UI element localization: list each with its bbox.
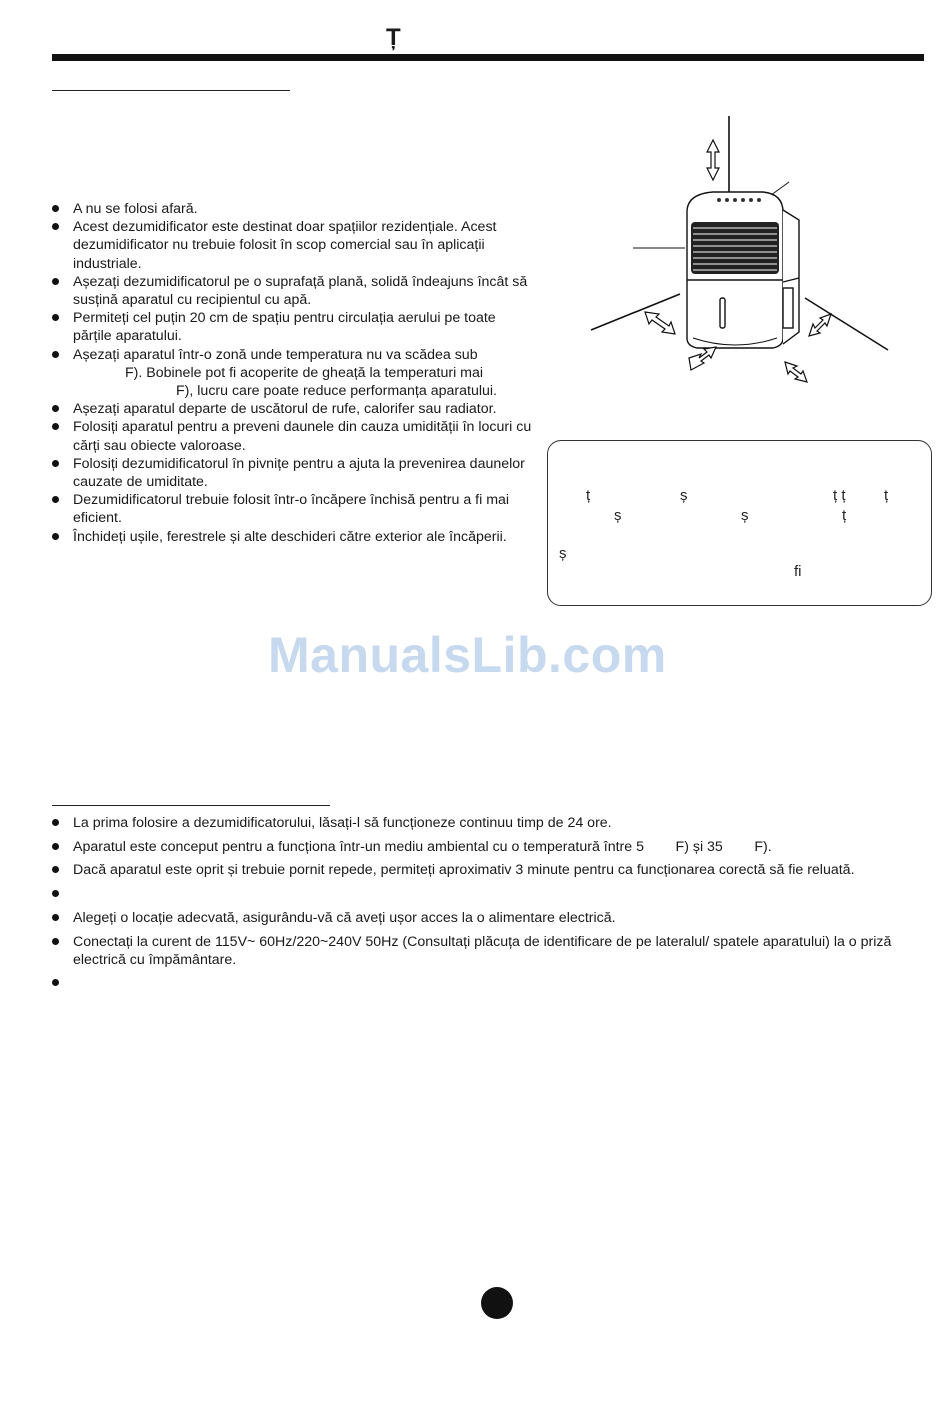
list-item — [52, 885, 912, 903]
list-item: Închideți ușile, ferestrele și alte deschideri către exterior ale încăperii. — [52, 528, 532, 546]
list-item — [52, 974, 912, 992]
bullet-icon — [52, 278, 59, 285]
bullet-icon — [52, 423, 59, 430]
bullet-icon — [52, 496, 59, 503]
clearance-arrow-icon — [645, 312, 675, 334]
note-box: ț ș ț ț ț ș ș ț ș fi — [547, 440, 932, 606]
list-item: Dacă aparatul este oprit și trebuie pornit repede, permiteți aproximativ 3 minute pentru ca funcționarea corectă să fie reluată. — [52, 861, 912, 879]
air-grille — [691, 222, 779, 274]
bullet-icon — [52, 351, 59, 358]
bullet-icon — [52, 914, 59, 921]
list-item: Conectați la curent de 115V~ 60Hz/220~240V 50Hz (Consultați plăcuța de identificare de pe lateralul/ spatele aparatului) la o priză electrică cu împământare. — [52, 933, 912, 969]
bullet-icon — [52, 819, 59, 826]
header-rule — [52, 54, 924, 61]
bullet-icon — [52, 890, 59, 897]
bullet-icon — [52, 405, 59, 412]
clearance-arrow-icon — [689, 347, 716, 370]
list-item: Alegeți o locație adecvată, asigurându-vă că aveți ușor acces la o alimentare electrică. — [52, 909, 912, 927]
list-item: Permiteți cel puțin 20 cm de spațiu pentru circulația aerului pe toate părțile aparatului. — [52, 309, 532, 345]
clearance-arrow-icon — [809, 314, 831, 336]
list-item: Aparatul este conceput pentru a funcționa într-un mediu ambiental cu o temperatură între 5 F) și 35 F). — [52, 838, 912, 856]
list-item: Dezumidificatorul trebuie folosit într-o încăpere închisă pentru a fi mai eficient. — [52, 491, 532, 527]
section-heading-rule — [52, 805, 330, 806]
list-item: Folosiți dezumidificatorul în pivnițe pentru a ajuta la prevenirea daunelor cauzate de umiditate. — [52, 455, 532, 491]
list-item: La prima folosire a dezumidificatorului, lăsați-l să funcționeze continuu timp de 24 ore. — [52, 814, 912, 832]
bullet-icon — [52, 866, 59, 873]
dehumidifier-clearance-illustration — [585, 112, 905, 387]
bullet-icon — [52, 205, 59, 212]
bullet-icon — [52, 843, 59, 850]
list-item: Acest dezumidificator este destinat doar spațiilor rezidențiale. Acest dezumidificator nu trebuie folosit în scop comercial sau în aplicații industriale. — [52, 218, 532, 273]
placement-instructions-list — [52, 200, 532, 546]
watermark: ManualsLib.com — [268, 627, 667, 683]
list-item: Folosiți aparatul pentru a preveni daunele din cauza umidității în locuri cu cărți sau obiecte valoroase. — [52, 418, 532, 454]
clearance-arrow-icon — [707, 140, 719, 180]
page-number-badge — [481, 1287, 513, 1319]
list-item: Așezați dezumidificatorul pe o suprafață plană, solidă îndeajuns încât să susțină aparatul cu recipientul cu apă. — [52, 273, 532, 309]
bullet-icon — [52, 979, 59, 986]
bullet-icon — [52, 938, 59, 945]
list-item: A nu se folosi afară. — [52, 200, 532, 218]
bullet-icon — [52, 223, 59, 230]
bullet-icon — [52, 314, 59, 321]
bullet-icon — [52, 460, 59, 467]
bullet-icon — [52, 533, 59, 540]
list-item: Așezați aparatul într-o zonă unde temperatura nu va scădea sub F). Bobinele pot fi acoperite de gheață la temperaturi mai F), lucru care poate reduce performanța aparatului. — [52, 346, 532, 401]
list-item: Așezați aparatul departe de uscătorul de rufe, calorifer sau radiator. — [52, 400, 532, 418]
page-title-glyph: Ț — [386, 24, 401, 51]
clearance-arrow-icon — [785, 362, 807, 382]
section-heading-rule — [52, 90, 290, 91]
usage-instructions-list — [52, 814, 912, 998]
